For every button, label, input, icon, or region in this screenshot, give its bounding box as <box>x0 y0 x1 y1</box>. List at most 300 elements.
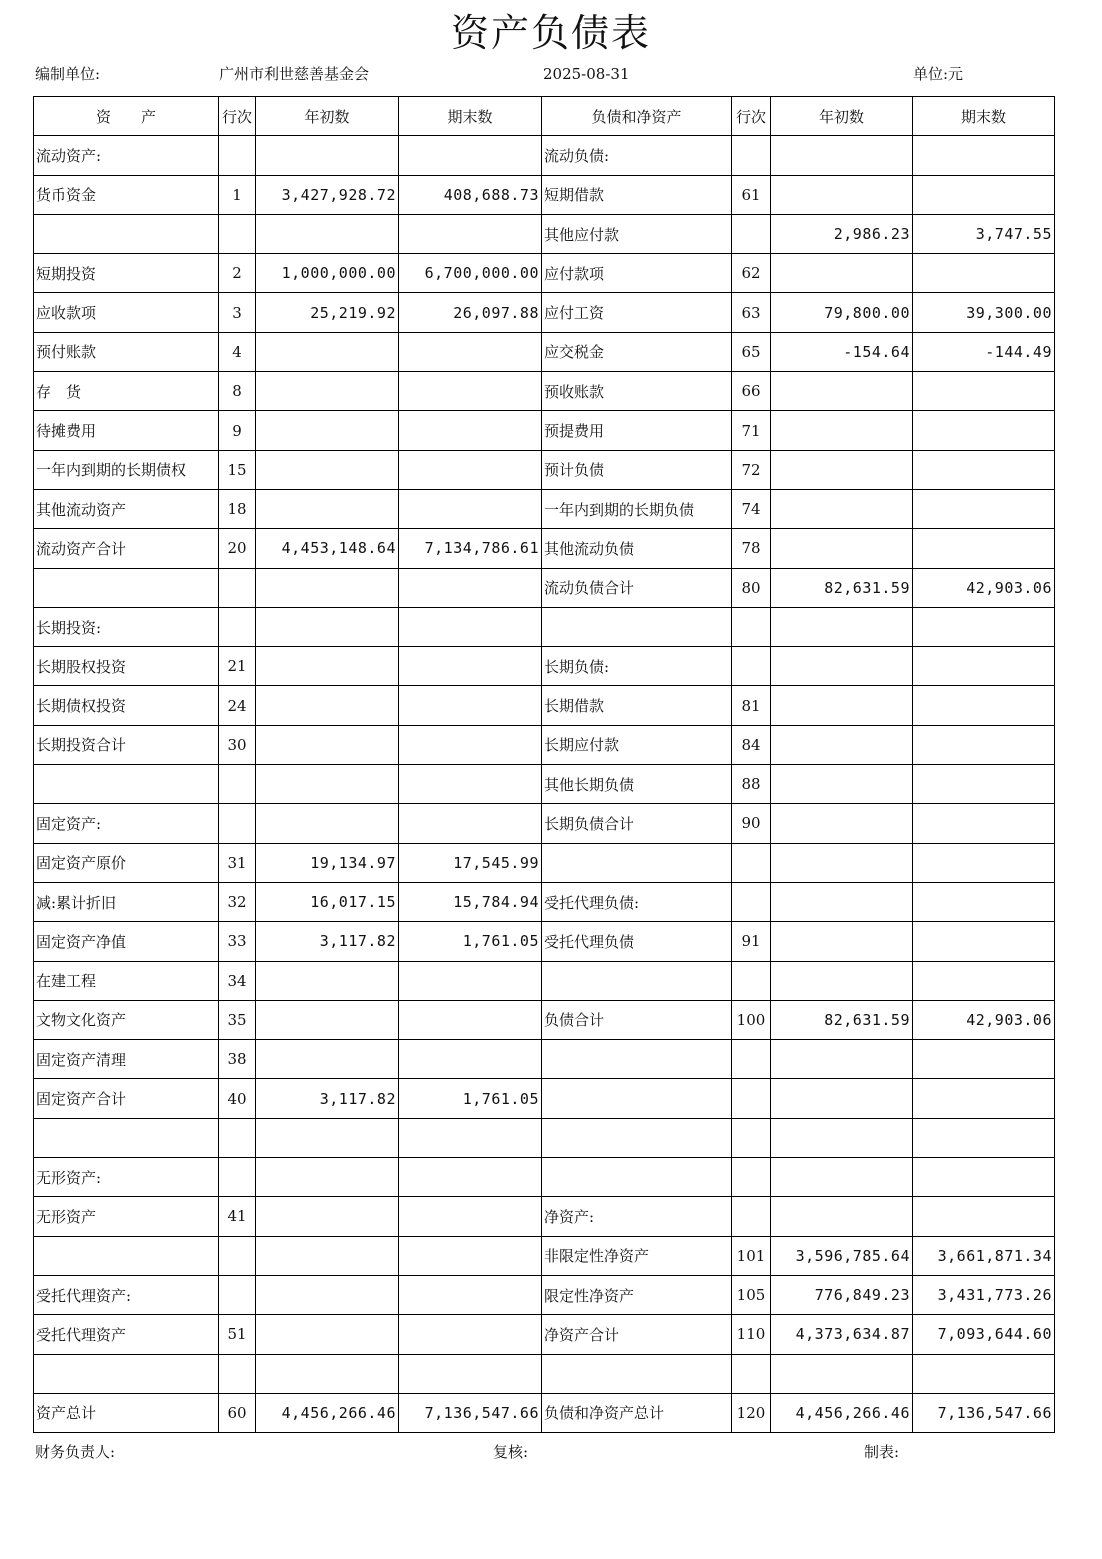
left-ending-value: 1,761.05 <box>399 922 542 961</box>
left-line-no <box>219 1118 256 1157</box>
right-item-name: 预收账款 <box>542 372 732 411</box>
right-item-name: 长期负债: <box>542 647 732 686</box>
left-line-no: 31 <box>219 843 256 882</box>
right-item-name: 负债和净资产总计 <box>542 1393 732 1432</box>
left-beginning-value <box>256 214 399 253</box>
right-ending-value <box>913 254 1055 293</box>
left-beginning-value <box>256 1118 399 1157</box>
right-item-name: 预计负债 <box>542 450 732 489</box>
right-ending-value <box>913 1354 1055 1393</box>
right-line-no <box>732 1354 771 1393</box>
right-beginning-value <box>771 647 913 686</box>
left-ending-value <box>399 961 542 1000</box>
left-ending-value: 26,097.88 <box>399 293 542 332</box>
left-ending-value <box>399 1158 542 1197</box>
table-row <box>34 568 1055 607</box>
table-row <box>34 1393 1055 1432</box>
table-row <box>34 1275 1055 1314</box>
right-item-name <box>542 961 732 1000</box>
right-ending-value: 3,431,773.26 <box>913 1275 1055 1314</box>
right-beginning-value: 79,800.00 <box>771 293 913 332</box>
left-ending-value: 6,700,000.00 <box>399 254 542 293</box>
left-ending-value <box>399 1236 542 1275</box>
left-item-name: 长期投资合计 <box>34 725 219 764</box>
table-row <box>34 1236 1055 1275</box>
left-line-no: 8 <box>219 372 256 411</box>
table-row <box>34 1197 1055 1236</box>
right-ending-value: 3,747.55 <box>913 214 1055 253</box>
right-ending-value <box>913 1079 1055 1118</box>
right-beginning-value <box>771 254 913 293</box>
right-ending-value: 42,903.06 <box>913 1000 1055 1039</box>
report-date: 2025-08-31 <box>543 65 630 83</box>
left-beginning-value <box>256 1000 399 1039</box>
right-beginning-value <box>771 1197 913 1236</box>
left-ending-value <box>399 411 542 450</box>
left-line-no: 24 <box>219 686 256 725</box>
left-beginning-value <box>256 804 399 843</box>
right-beginning-value <box>771 489 913 528</box>
right-beginning-value <box>771 175 913 214</box>
table-row <box>34 647 1055 686</box>
org-label: 编制单位: <box>35 65 101 83</box>
left-item-name <box>34 1236 219 1275</box>
left-ending-value <box>399 450 542 489</box>
right-line-no: 81 <box>732 686 771 725</box>
right-line-no <box>732 1079 771 1118</box>
left-item-name: 长期股权投资 <box>34 647 219 686</box>
left-beginning-value <box>256 372 399 411</box>
left-item-name: 一年内到期的长期债权 <box>34 450 219 489</box>
right-beginning-value <box>771 961 913 1000</box>
left-beginning-value <box>256 765 399 804</box>
right-line-no: 74 <box>732 489 771 528</box>
left-beginning-value: 3,117.82 <box>256 922 399 961</box>
left-item-name <box>34 1354 219 1393</box>
left-item-name: 减:累计折旧 <box>34 882 219 921</box>
left-ending-value <box>399 725 542 764</box>
right-ending-value <box>913 1197 1055 1236</box>
right-beginning-value <box>771 922 913 961</box>
right-beginning-value <box>771 450 913 489</box>
table-row <box>34 765 1055 804</box>
right-beginning-value <box>771 372 913 411</box>
right-beginning-value: -154.64 <box>771 332 913 371</box>
left-item-name: 固定资产原价 <box>34 843 219 882</box>
table-row <box>34 843 1055 882</box>
right-line-no: 110 <box>732 1315 771 1354</box>
left-beginning-value: 1,000,000.00 <box>256 254 399 293</box>
left-line-no: 1 <box>219 175 256 214</box>
right-ending-value <box>913 765 1055 804</box>
left-line-no: 41 <box>219 1197 256 1236</box>
left-beginning-value <box>256 647 399 686</box>
table-row <box>34 725 1055 764</box>
table-row <box>34 214 1055 253</box>
right-item-name: 一年内到期的长期负债 <box>542 489 732 528</box>
left-line-no: 51 <box>219 1315 256 1354</box>
left-item-name: 货币资金 <box>34 175 219 214</box>
left-beginning-value <box>256 1275 399 1314</box>
left-line-no <box>219 1354 256 1393</box>
right-ending-value <box>913 607 1055 646</box>
left-ending-value <box>399 1000 542 1039</box>
left-item-name: 固定资产清理 <box>34 1040 219 1079</box>
right-beginning-value <box>771 1079 913 1118</box>
right-beginning-value <box>771 529 913 568</box>
right-line-no: 80 <box>732 568 771 607</box>
right-ending-value <box>913 1118 1055 1157</box>
left-ending-value <box>399 1118 542 1157</box>
right-item-name: 受托代理负债: <box>542 882 732 921</box>
left-item-name: 长期债权投资 <box>34 686 219 725</box>
right-beginning-value <box>771 725 913 764</box>
left-beginning-value <box>256 1236 399 1275</box>
left-beginning-value <box>256 411 399 450</box>
left-item-name: 流动资产合计 <box>34 529 219 568</box>
right-beginning-value <box>771 607 913 646</box>
left-ending-value: 408,688.73 <box>399 175 542 214</box>
right-item-name: 预提费用 <box>542 411 732 450</box>
left-beginning-value <box>256 489 399 528</box>
table-row <box>34 804 1055 843</box>
report-title: 资产负债表 <box>450 11 651 55</box>
table-row <box>34 254 1055 293</box>
right-item-name: 其他应付款 <box>542 214 732 253</box>
left-line-no <box>219 607 256 646</box>
left-item-name: 待摊费用 <box>34 411 219 450</box>
table-row <box>34 1158 1055 1197</box>
org-name: 广州市利世慈善基金会 <box>219 65 370 83</box>
right-item-name: 应付款项 <box>542 254 732 293</box>
right-line-no: 63 <box>732 293 771 332</box>
table-row <box>34 529 1055 568</box>
left-beginning-value <box>256 686 399 725</box>
left-item-name: 存 货 <box>34 372 219 411</box>
left-beginning-value: 25,219.92 <box>256 293 399 332</box>
right-line-no: 78 <box>732 529 771 568</box>
left-ending-value <box>399 136 542 175</box>
right-beginning-value <box>771 804 913 843</box>
left-beginning-value <box>256 1197 399 1236</box>
right-ending-value <box>913 843 1055 882</box>
right-beginning-value <box>771 882 913 921</box>
left-item-name: 无形资产: <box>34 1158 219 1197</box>
left-item-name: 流动资产: <box>34 136 219 175</box>
left-beginning-value <box>256 136 399 175</box>
right-ending-value <box>913 175 1055 214</box>
right-item-name: 短期借款 <box>542 175 732 214</box>
left-ending-value <box>399 686 542 725</box>
left-beginning-value <box>256 450 399 489</box>
right-line-no <box>732 843 771 882</box>
right-item-name: 其他长期负债 <box>542 765 732 804</box>
right-ending-value <box>913 686 1055 725</box>
left-line-no: 3 <box>219 293 256 332</box>
right-item-name: 限定性净资产 <box>542 1275 732 1314</box>
table-row <box>34 1118 1055 1157</box>
left-beginning-value: 3,427,928.72 <box>256 175 399 214</box>
table-row <box>34 489 1055 528</box>
left-item-name: 固定资产: <box>34 804 219 843</box>
left-item-name: 应收款项 <box>34 293 219 332</box>
right-ending-value: 7,093,644.60 <box>913 1315 1055 1354</box>
table-row <box>34 882 1055 921</box>
left-ending-value: 15,784.94 <box>399 882 542 921</box>
left-ending-value <box>399 1315 542 1354</box>
left-item-name: 受托代理资产: <box>34 1275 219 1314</box>
left-item-name: 短期投资 <box>34 254 219 293</box>
right-beginning-value <box>771 136 913 175</box>
table-row <box>34 607 1055 646</box>
right-line-no <box>732 961 771 1000</box>
right-beginning-value <box>771 411 913 450</box>
right-beginning-value: 4,373,634.87 <box>771 1315 913 1354</box>
right-ending-value <box>913 136 1055 175</box>
header-beginning-right: 年初数 <box>771 97 913 136</box>
right-line-no: 61 <box>732 175 771 214</box>
right-line-no <box>732 882 771 921</box>
left-item-name: 受托代理资产 <box>34 1315 219 1354</box>
header-liabilities: 负债和净资产 <box>542 97 732 136</box>
left-ending-value <box>399 1197 542 1236</box>
left-line-no <box>219 568 256 607</box>
left-ending-value <box>399 214 542 253</box>
left-line-no <box>219 1275 256 1314</box>
right-item-name: 非限定性净资产 <box>542 1236 732 1275</box>
right-ending-value <box>913 489 1055 528</box>
right-item-name: 应付工资 <box>542 293 732 332</box>
table-row <box>34 1354 1055 1393</box>
right-line-no <box>732 1040 771 1079</box>
left-item-name: 无形资产 <box>34 1197 219 1236</box>
right-ending-value <box>913 647 1055 686</box>
left-line-no <box>219 1158 256 1197</box>
right-ending-value <box>913 1040 1055 1079</box>
right-line-no <box>732 647 771 686</box>
right-line-no: 100 <box>732 1000 771 1039</box>
left-item-name: 预付账款 <box>34 332 219 371</box>
right-item-name: 长期应付款 <box>542 725 732 764</box>
right-ending-value: 39,300.00 <box>913 293 1055 332</box>
left-beginning-value: 4,456,266.46 <box>256 1393 399 1432</box>
table-row <box>34 961 1055 1000</box>
left-ending-value <box>399 804 542 843</box>
right-item-name: 应交税金 <box>542 332 732 371</box>
table-row <box>34 1000 1055 1039</box>
right-ending-value <box>913 804 1055 843</box>
right-line-no <box>732 136 771 175</box>
right-item-name <box>542 1040 732 1079</box>
right-line-no: 66 <box>732 372 771 411</box>
left-line-no: 18 <box>219 489 256 528</box>
header-ending-right: 期末数 <box>913 97 1055 136</box>
left-item-name <box>34 765 219 804</box>
right-item-name: 长期负债合计 <box>542 804 732 843</box>
left-line-no: 40 <box>219 1079 256 1118</box>
right-line-no: 71 <box>732 411 771 450</box>
right-item-name <box>542 1118 732 1157</box>
left-beginning-value <box>256 725 399 764</box>
table-row <box>34 175 1055 214</box>
right-beginning-value <box>771 1158 913 1197</box>
left-ending-value: 1,761.05 <box>399 1079 542 1118</box>
header-beginning-left: 年初数 <box>256 97 399 136</box>
reviewer-label: 复核: <box>493 1443 529 1461</box>
right-ending-value <box>913 882 1055 921</box>
left-item-name: 固定资产净值 <box>34 922 219 961</box>
left-beginning-value <box>256 1158 399 1197</box>
right-ending-value: -144.49 <box>913 332 1055 371</box>
right-line-no <box>732 1118 771 1157</box>
right-beginning-value: 82,631.59 <box>771 1000 913 1039</box>
left-line-no: 15 <box>219 450 256 489</box>
left-ending-value <box>399 489 542 528</box>
right-item-name <box>542 1354 732 1393</box>
left-ending-value <box>399 647 542 686</box>
right-ending-value <box>913 922 1055 961</box>
right-item-name <box>542 1158 732 1197</box>
right-ending-value <box>913 372 1055 411</box>
preparer-label: 制表: <box>864 1443 900 1461</box>
left-line-no <box>219 765 256 804</box>
left-line-no: 21 <box>219 647 256 686</box>
left-beginning-value <box>256 1354 399 1393</box>
left-beginning-value: 4,453,148.64 <box>256 529 399 568</box>
left-ending-value <box>399 1275 542 1314</box>
left-beginning-value <box>256 568 399 607</box>
left-line-no: 20 <box>219 529 256 568</box>
right-item-name: 流动负债: <box>542 136 732 175</box>
right-item-name <box>542 1079 732 1118</box>
right-ending-value <box>913 1158 1055 1197</box>
left-line-no: 38 <box>219 1040 256 1079</box>
left-item-name: 长期投资: <box>34 607 219 646</box>
left-beginning-value <box>256 961 399 1000</box>
table-row <box>34 1040 1055 1079</box>
left-ending-value <box>399 1354 542 1393</box>
right-beginning-value <box>771 765 913 804</box>
right-beginning-value <box>771 1040 913 1079</box>
left-line-no: 30 <box>219 725 256 764</box>
right-item-name <box>542 607 732 646</box>
left-line-no <box>219 136 256 175</box>
left-line-no: 34 <box>219 961 256 1000</box>
right-ending-value: 42,903.06 <box>913 568 1055 607</box>
left-line-no: 2 <box>219 254 256 293</box>
left-line-no: 60 <box>219 1393 256 1432</box>
right-item-name: 净资产合计 <box>542 1315 732 1354</box>
header-ending-left: 期末数 <box>399 97 542 136</box>
right-line-no <box>732 1197 771 1236</box>
right-ending-value <box>913 961 1055 1000</box>
left-ending-value <box>399 568 542 607</box>
left-item-name: 固定资产合计 <box>34 1079 219 1118</box>
right-beginning-value <box>771 1118 913 1157</box>
right-beginning-value: 2,986.23 <box>771 214 913 253</box>
right-beginning-value: 3,596,785.64 <box>771 1236 913 1275</box>
left-beginning-value <box>256 607 399 646</box>
left-ending-value <box>399 1040 542 1079</box>
table-row <box>34 1079 1055 1118</box>
left-item-name <box>34 1118 219 1157</box>
table-row <box>34 332 1055 371</box>
table-row <box>34 450 1055 489</box>
right-line-no: 88 <box>732 765 771 804</box>
left-beginning-value <box>256 1315 399 1354</box>
table-row <box>34 372 1055 411</box>
right-line-no: 120 <box>732 1393 771 1432</box>
right-item-name: 净资产: <box>542 1197 732 1236</box>
header-assets: 资 产 <box>34 97 219 136</box>
left-ending-value <box>399 765 542 804</box>
right-item-name: 受托代理负债 <box>542 922 732 961</box>
right-line-no: 101 <box>732 1236 771 1275</box>
right-item-name: 流动负债合计 <box>542 568 732 607</box>
right-ending-value: 3,661,871.34 <box>913 1236 1055 1275</box>
left-beginning-value <box>256 1040 399 1079</box>
left-line-no <box>219 214 256 253</box>
header-line-no-right: 行次 <box>732 97 771 136</box>
right-beginning-value <box>771 686 913 725</box>
left-item-name <box>34 568 219 607</box>
right-ending-value <box>913 725 1055 764</box>
table-row <box>34 1315 1055 1354</box>
left-ending-value: 7,134,786.61 <box>399 529 542 568</box>
left-item-name: 文物文化资产 <box>34 1000 219 1039</box>
left-line-no <box>219 804 256 843</box>
table-row <box>34 686 1055 725</box>
left-item-name: 其他流动资产 <box>34 489 219 528</box>
left-line-no: 9 <box>219 411 256 450</box>
left-item-name: 资产总计 <box>34 1393 219 1432</box>
right-line-no: 72 <box>732 450 771 489</box>
left-beginning-value <box>256 332 399 371</box>
left-line-no <box>219 1236 256 1275</box>
right-item-name <box>542 843 732 882</box>
right-line-no <box>732 1158 771 1197</box>
right-ending-value <box>913 411 1055 450</box>
left-ending-value: 17,545.99 <box>399 843 542 882</box>
left-ending-value <box>399 607 542 646</box>
right-line-no: 90 <box>732 804 771 843</box>
right-line-no <box>732 214 771 253</box>
right-beginning-value: 776,849.23 <box>771 1275 913 1314</box>
left-line-no: 32 <box>219 882 256 921</box>
right-beginning-value: 4,456,266.46 <box>771 1393 913 1432</box>
right-beginning-value <box>771 1354 913 1393</box>
right-item-name: 负债合计 <box>542 1000 732 1039</box>
left-ending-value <box>399 372 542 411</box>
right-line-no: 105 <box>732 1275 771 1314</box>
currency-unit: 单位:元 <box>913 65 964 83</box>
finance-head-label: 财务负责人: <box>35 1443 116 1461</box>
right-line-no: 62 <box>732 254 771 293</box>
header-line-no-left: 行次 <box>219 97 256 136</box>
left-ending-value <box>399 332 542 371</box>
left-item-name: 在建工程 <box>34 961 219 1000</box>
table-row <box>34 136 1055 175</box>
right-line-no: 91 <box>732 922 771 961</box>
left-ending-value: 7,136,547.66 <box>399 1393 542 1432</box>
left-beginning-value: 16,017.15 <box>256 882 399 921</box>
right-item-name: 其他流动负债 <box>542 529 732 568</box>
balance-sheet-table <box>33 96 1055 1433</box>
right-line-no <box>732 607 771 646</box>
left-beginning-value: 3,117.82 <box>256 1079 399 1118</box>
table-row <box>34 922 1055 961</box>
right-ending-value <box>913 529 1055 568</box>
